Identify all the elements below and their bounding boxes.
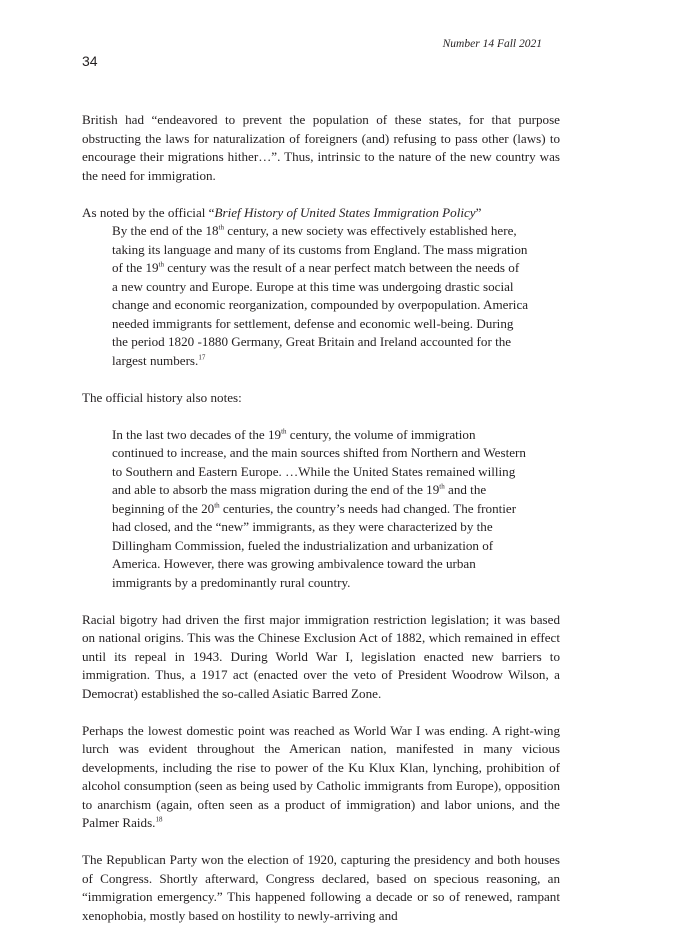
block-quote-1 — [112, 222, 560, 370]
paragraph-lowest-point: Perhaps the lowest domestic point was reached as World War I was ending. A right-wing lurch was evident throughout the American nation, manifested in many vicious developments, including the rise to power of the Ku Klux Klan, lynching, prohibition of alcohol consumption (seen as being used by Catholic immigrants from Europe), opposition to anarchism (again, often seen as a product of immigration) and labor unions, and the Palmer Raids.$^{18}$ — [82, 722, 560, 830]
block-quote-2 — [112, 426, 560, 593]
quote-line: taking its language and many of its customs from England. The mass migration — [112, 241, 528, 257]
quote-line: to Southern and Eastern Europe. …While the United States remained willing — [112, 463, 516, 479]
quote-line: needed immigrants for settlement, defense and economic well-being. During — [112, 315, 514, 331]
quote-line: By the end of the 18th century, a new society was effectively established here, — [112, 223, 517, 238]
article-body — [82, 111, 560, 925]
quote-line: of the 19th century was the result of a near perfect match between the needs of — [112, 260, 520, 275]
paragraph-brief-history-intro — [82, 204, 560, 223]
quote-line: immigrants by a predominantly rural country. — [112, 574, 351, 590]
quote-line: change and economic reorganization, compounded by overpopulation. America — [112, 297, 529, 312]
quote-line: largest numbers.$^{17}$ — [112, 352, 206, 368]
quote-line: beginning of the 20th centuries, the country’s needs had changed. The frontier — [112, 500, 517, 516]
report-title: Brief History of United States Immigration Policy — [214, 204, 476, 220]
footnote-ref-17: 17 — [198, 353, 206, 362]
quote-line: Dillingham Commission, fueled the industrialization and urbanization of — [112, 537, 494, 553]
paragraph-republican-party: The Republican Party won the election of 1920, capturing the presidency and both houses of Congress. Shortly afterward, Congress declared, based on specious reasoning, an “immigration emergency.” This happened following a decade or so of renewed, rampant xenophobia, mostly based on hostility to newly-arriving and — [82, 852, 560, 923]
paragraph-official-history-notes: The official history also notes: — [82, 389, 242, 405]
quote-line: and able to absorb the mass migration during the end of the 19th and the — [112, 482, 487, 497]
journal-issue-header: Number 14 Fall 2021 — [442, 38, 542, 50]
intro-text: As noted by the official “ — [82, 204, 215, 220]
quote-line: had closed, and the “new” immigrants, as they were characterized by the — [112, 519, 493, 534]
quote-line: the period 1820 -1880 Germany, Great Britain and Ireland accounted for the — [112, 334, 512, 349]
quote-line: continued to increase, and the main sources shifted from Northern and Western — [112, 445, 526, 460]
quote-line: America. However, there was growing ambivalence toward the urban — [112, 556, 476, 571]
paragraph-racial-bigotry: Racial bigotry had driven the first major immigration restriction legislation; it was based on national origins. This was the Chinese Exclusion Act of 1882, which remained in effect until its repeal in 1943. During World War I, legislation enacted new barriers to immigration. Thus, a 1917 act (enacted over the veto of President Woodrow Wilson, a Democrat) established the so-called Asiatic Barred Zone. — [82, 611, 560, 701]
intro-close: ” — [475, 204, 482, 220]
paragraph-british: British had “endeavored to prevent the population of these states, for that purpose obstructing the laws for naturalization of foreigners (and) refusing to pass other (laws) to encourage their migrations hither…”. Thus, intrinsic to the nature of the new country was the need for immigration. — [82, 112, 560, 183]
quote-line: a new country and Europe. Europe at this time was undergoing drastic social — [112, 278, 514, 294]
page-number: 34 — [82, 53, 98, 69]
quote-line: In the last two decades of the 19th century, the volume of immigration — [112, 426, 476, 442]
footnote-ref-18: 18 — [155, 815, 163, 824]
